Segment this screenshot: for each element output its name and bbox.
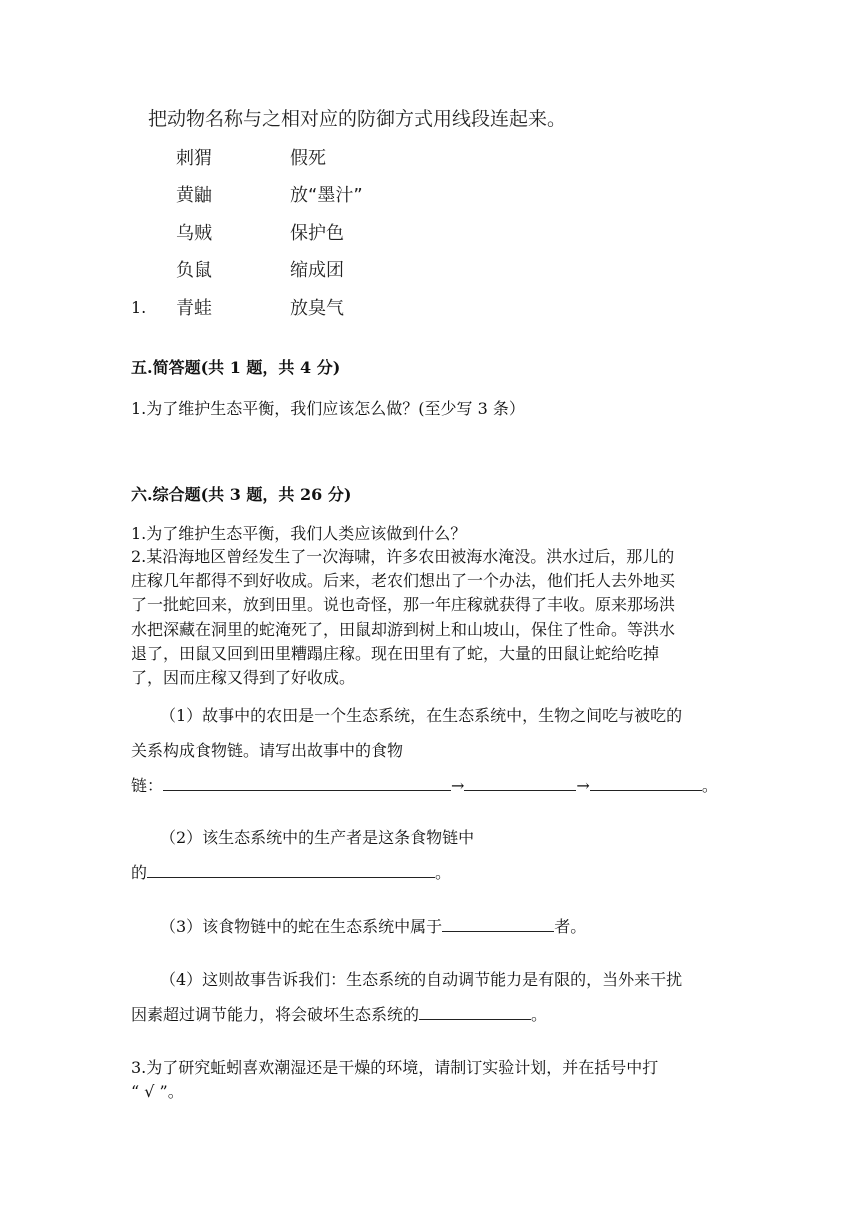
- end-period: 。: [435, 863, 452, 882]
- answer-blank[interactable]: [590, 772, 702, 791]
- story-line: 水把深藏在洞里的蛇淹死了，田鼠却游到树上和山坡山，保住了性命。等洪水: [131, 619, 676, 639]
- food-chain-line: [131, 772, 718, 798]
- defense-item: 缩成团: [290, 260, 344, 281]
- subquestion-text: （1）故事中的农田是一个生态系统，在生态系统中，生物之间吃与被吃的: [160, 706, 683, 725]
- section-heading: 五.简答题(共 1 题，共 4 分): [131, 358, 341, 377]
- question-text: 1.为了维护生态平衡，我们人类应该做到什么？: [131, 524, 467, 543]
- subquestion-prefix: 因素超过调节能力，将会破坏生态系统的: [131, 1005, 420, 1024]
- story-line: 了一批蛇回来，放到田里。说也奇怪，那一年庄稼就获得了丰收。原来那场洪: [131, 595, 676, 615]
- answer-blank[interactable]: [147, 859, 435, 878]
- answer-blank[interactable]: [442, 913, 554, 932]
- arrow: →: [576, 776, 590, 795]
- defense-item: 保护色: [290, 223, 344, 244]
- answer-blank[interactable]: [464, 772, 576, 791]
- animal-item: 青蛙: [176, 298, 212, 319]
- answer-blank[interactable]: [419, 1001, 531, 1020]
- story-paragraph: [131, 545, 731, 690]
- subquestion-text: 关系构成食物链。请写出故事中的食物: [131, 741, 404, 760]
- defense-item: 放臭气: [290, 298, 344, 319]
- story-line: 了，因而庄稼又得到了好收成。: [131, 668, 356, 688]
- end-period: 。: [531, 1005, 548, 1024]
- question-text: 3.为了研究蚯蚓喜欢潮湿还是干燥的环境，请制订实验计划，并在括号中打: [131, 1058, 659, 1077]
- question-text: “ √ ”。: [131, 1082, 184, 1101]
- defense-item: 放“墨汁”: [290, 185, 363, 206]
- story-line: 2.某沿海地区曾经发生了一次海啸，许多农田被海水淹没。洪水过后，那儿的: [131, 547, 675, 566]
- animal-item: 刺猬: [176, 148, 212, 169]
- subquestion-prefix: （3）该食物链中的蛇在生态系统中属于: [160, 917, 443, 936]
- subquestion-text: （2）该生态系统中的生产者是这条食物链中: [160, 828, 475, 847]
- subquestion-line: [160, 913, 586, 939]
- answer-blank[interactable]: [163, 772, 451, 791]
- subquestion-line: [131, 1001, 547, 1027]
- subquestion-line: [131, 859, 451, 885]
- animal-item: 负鼠: [176, 260, 212, 281]
- subquestion-suffix: 者。: [554, 917, 587, 936]
- animal-item: 乌贼: [176, 223, 212, 244]
- animal-item: 黄鼬: [176, 185, 212, 206]
- subquestion-text: （4）这则故事告诉我们：生态系统的自动调节能力是有限的，当外来干扰: [160, 970, 683, 989]
- end-period: 。: [701, 776, 718, 795]
- question-text: 1.为了维护生态平衡，我们应该怎么做？(至少写 3 条）: [131, 399, 525, 418]
- matching-instruction: 把动物名称与之相对应的防御方式用线段连起来。: [148, 108, 567, 130]
- food-chain-prefix: 链：: [131, 776, 164, 795]
- story-line: 庄稼几年都得不到好收成。后来，老农们想出了一个办法，他们托人去外地买: [131, 571, 676, 591]
- question-number: 1.: [131, 298, 147, 317]
- defense-item: 假死: [290, 148, 326, 169]
- section-heading: 六.综合题(共 3 题，共 26 分): [131, 485, 352, 504]
- story-line: 退了，田鼠又回到田里糟蹋庄稼。现在田里有了蛇，大量的田鼠让蛇给吃掉: [131, 643, 660, 663]
- subquestion-prefix: 的: [131, 863, 148, 882]
- arrow: →: [451, 776, 465, 795]
